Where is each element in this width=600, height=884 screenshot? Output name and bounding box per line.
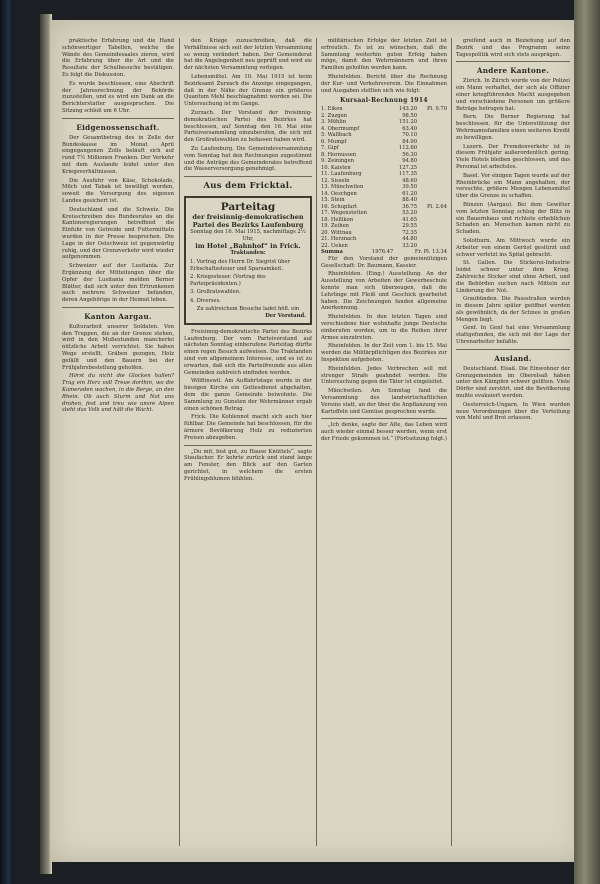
account-amount: 41.65: [402, 216, 418, 223]
article-paragraph: Deutschland. Elsaß. Die Einwohner der Grenzgemeinden im Oberelsaß haben unter den Kämpfen schwer gelitten. Viele Dörfer sind zerstört, und die Bevölkerung mußte evakuiert werden.: [456, 365, 570, 400]
account-amount: 88.40: [402, 197, 418, 204]
account-municipality: 4. Obermumpf: [321, 125, 360, 132]
column-2: [184, 38, 312, 848]
account-municipality: 12. Sisseln: [321, 177, 350, 184]
article-paragraph: Luzern. Der Fremdenverkehr ist in diesem Frühjahr außerordentlich gering. Viele Hotels bleiben geschlossen, und das Personal ist arbeitslos.: [456, 143, 570, 170]
column-1: [62, 38, 174, 848]
ad-title: Parteitag: [220, 201, 276, 214]
column-3: [321, 38, 447, 848]
article-paragraph: St. Gallen. Die Stickerei-Industrie leidet schwer unter dem Krieg. Zahlreiche Sticker sind ohne Arbeit, und die Behörden suchen nach Mitteln zur Linderung der Not.: [456, 260, 570, 294]
poem-text: Hörst du nicht die Glocken hallen? Trag ein Herz voll Treue dorthin, wo die Kameraden wachen, in die Berge, an den Rhein. Ob auch Sturm und Not uns drohen, fest und treu wie unsre Alpen steht das Volk und hält die Wacht.: [62, 373, 174, 414]
ad-agenda-heading: Traktanden:: [230, 250, 266, 257]
account-amount: 151.20: [398, 119, 418, 126]
article-paragraph: Wölflinswil. Am Auffahrtstage wurde in der hiesigen Kirche ein Gottesdienst abgehalten, dem die ganze Gemeinde beiwohnte. Die Sammlung zu Gunsten der Wehrmänner ergab einen schönen Betrag.: [184, 378, 312, 412]
column-4: [456, 38, 570, 848]
divider: [62, 118, 174, 119]
section-heading-fricktal: Aus dem Fricktal.: [203, 181, 293, 192]
account-amount: 61.20: [402, 190, 418, 197]
article-paragraph: Rheinfelden. (Eing.) Ausstellung. An der Ausstellung von Arbeiten der Gewerbeschule konnte man sich überzeugen, daß die Lehrlinge mit Fleiß und Geschick gearbeitet haben. Die Zeichnungen fanden allgemeine Anerkennung.: [321, 271, 447, 312]
article-paragraph: Bünzen (Aargau). Bei dem Gewitter vom letzten Sonntag schlug der Blitz in ein Bauernhaus und richtete erheblichen Schaden an. Menschen kamen nicht zu Schaden.: [456, 201, 570, 236]
account-amount: 117.35: [398, 171, 418, 178]
article-paragraph: Rheinfelden. Bericht über die Rechnung der Kur- und Verkehrsverein. Die Einnahmen und Ausgaben stellten sich wie folgt:: [321, 73, 447, 94]
article-paragraph: Basel. Vor einigen Tagen wurde auf der Rheinbrücke ein Mann angehalten, der versuchte, größere Mengen Lebensmittel über die Grenze zu schaffen.: [456, 172, 570, 200]
divider: [62, 307, 174, 308]
account-municipality: 6. Mumpf: [321, 138, 347, 145]
article-paragraph: den Kriege zuzuschreiben, daß die Verhältnisse sich seit der letzten Versammlung so wenig verändert haben. Der Gemeinderat hat die Angelegenheit neu geprüft und wird sie der nächsten Versammlung vorlegen.: [184, 38, 312, 72]
divider: [184, 176, 312, 177]
article-paragraph: Oesterreich-Ungarn. In Wien wurden neue Verordnungen über die Verteilung von Mehl und Brot erlassen.: [456, 401, 570, 422]
ad-signature: Der Vorstand.: [265, 313, 306, 320]
ad-agenda-item: 1. Vortrag des Herrn Dr. Siegrist über Erbschaftssteuer und Sparsamkeit.: [190, 258, 291, 272]
account-municipality: 22. Ueken: [321, 242, 348, 249]
sum-extra: Fr. Pl. 13.34: [414, 249, 447, 256]
account-amount: 70.10: [402, 132, 418, 139]
article-paragraph: Bern. Die Berner Regierung hat beschlossen, für die Unterstützung der Wehrmannsfamilien einen weiteren Kredit zu bewilligen.: [456, 114, 570, 141]
account-municipality: 5. Wallbach: [321, 132, 352, 139]
account-municipality: 13. Münchwilen: [321, 184, 364, 191]
account-municipality: 7. Gipf: [321, 145, 339, 152]
account-municipality: 16. Schupfart: [321, 203, 357, 210]
book-cover-edge: [574, 0, 600, 884]
account-municipality: 14. Oeschgen: [321, 190, 357, 197]
article-paragraph: Der Gesamtbetrag des in Zelle der Bundeskasse im Monat April eingegangenen Zolls beläuft sich auf rund 7½ Millionen Franken. Der Verkehr mit dem Auslande leidet unter den Kriegsverhältnissen.: [62, 134, 174, 175]
account-amount: 63.40: [402, 125, 418, 132]
article-paragraph: Zürich. In Zürich wurde von der Polizei ein Mann verhaftet, der sich als Offizier einer kriegführenden Macht ausgegeben und verschiedene Personen um größere Beträge betrogen hat.: [456, 78, 570, 112]
divider: [321, 418, 447, 419]
account-title: Kursaal-Rechnung 1914: [340, 97, 428, 105]
section-heading-kanton-aargau: Kanton Aargau.: [84, 311, 152, 321]
feuilleton-paragraph: „Du mit, bist gut, zu Hause Knüttels“, sagte Staufacher. Er kehrte zurück und stand lange am Fenster, den Blick auf den Garten gerichtet, in welchem die ersten Frühlingsblumen blühten.: [184, 448, 312, 482]
divider: [184, 445, 312, 446]
account-amount: 36.75: [402, 203, 418, 210]
article-paragraph: Die Ausfuhr von Käse, Schokolade, Milch und Tabak ist bewilligt worden, soweit die Versorgung des eigenen Landes gesichert ist.: [62, 177, 174, 204]
feuilleton-paragraph: „Ich denke, sagte der Alte, das Leben wird auch wieder einmal besser werden, wenn erst der Friede gekommen ist.“ (Fortsetzung folgt.): [321, 422, 447, 442]
article-paragraph: Zurzach. Der Vorstand der freisinnig-demokratischen Partei des Bezirkes hat beschlossen, auf Sonntag den 16. Mai eine Parteiversammlung einzuberufen, die sich mit den Großratswahlen zu befassen haben wird.: [184, 109, 312, 144]
ad-agenda-item: 4. Diverses.: [190, 297, 221, 304]
account-amount: 84.90: [402, 138, 418, 145]
account-municipality: 8. Hornussen: [321, 151, 357, 158]
account-amount: 48.60: [402, 177, 418, 184]
ad-place: im Hotel „Bahnhof“ in Frick.: [195, 242, 301, 251]
ad-subtitle: der freisinnig-demokratischen Partei des Bezirks Laufenburg: [192, 213, 304, 230]
column-rule: [179, 38, 180, 846]
account-amount: 29.55: [402, 223, 418, 230]
article-paragraph: Genf. In Genf hat eine Versammlung stattgefunden, die sich mit der Lage der Uhrenarbeiter befaßte.: [456, 325, 570, 346]
account-extra: Pl. 2.64: [427, 203, 447, 210]
account-extra: Pl. 9.70: [427, 106, 447, 113]
section-heading-eidgenossenschaft: Eidgenossenschaft.: [76, 122, 160, 132]
sum-value: 1976.47: [371, 249, 394, 256]
account-municipality: 2. Zuzgen: [321, 112, 348, 119]
column-rule: [451, 38, 452, 846]
article-paragraph: Rheinfelden. In der Zeit vom 1. bis 15. Mai werden die Militärpflichtigen des Bezirkes zur Inspektion aufgeboten.: [321, 343, 447, 364]
article-paragraph: Graubünden. Die Passstraßen werden in diesem Jahre später geöffnet werden als gewöhnlich, da der Schnee in großen Mengen liegt.: [456, 296, 570, 323]
article-paragraph: Münchwilen. Am Sonntag fand die Versammlung des landwirtschaftlichen Vereins statt, an der über die Anpflanzung von Kartoffeln und Gemüse gesprochen wurde.: [321, 388, 447, 415]
account-municipality: 20. Wittnau: [321, 229, 352, 236]
account-amount: 98.50: [402, 112, 418, 119]
account-municipality: 1. Eiken: [321, 106, 343, 113]
account-sum: [321, 249, 447, 256]
parteitag-announcement: [184, 196, 312, 325]
account-municipality: 9. Zeiningen: [321, 158, 355, 165]
article-paragraph: Schweizer auf der Lusitania. Zur Ergänzung der Mitteilungen über die Opfer der Lusitania melden Berner Blätter, daß sich unter den Ertrunkenen auch mehrere Schweizer befanden, deren Angehörige in der Heimat leben.: [62, 263, 174, 304]
account-amount: 72.35: [402, 229, 418, 236]
article-paragraph: Rheinfelden. In den letzten Tagen sind verschiedene hier wohnhafte junge Deutsche einberufen worden, um in die Reihen ihrer Armee einzutreten.: [321, 314, 447, 341]
account-municipality: 10. Kaisten: [321, 164, 351, 171]
account-municipality: 3. Möhlin: [321, 119, 347, 126]
account-municipality: 21. Herznach: [321, 236, 357, 243]
article-paragraph: militärischen Erfolge der letzten Zeit ist erfreulich. Es ist zu wünschen, daß die Sammlung weiterhin guten Erfolg haben möge, damit den Wehrmännern und ihren Familien geholfen werden kann.: [321, 38, 447, 72]
account-table: [321, 106, 447, 249]
account-amount: 56.30: [402, 151, 418, 158]
ad-date: Sonntag den 16. Mai 1915, nachmittags 2½ Uhr,: [190, 229, 306, 242]
article-paragraph: Rheinfelden. Jedes Verbrechen soll mit strenger Strafe geahndet werden. Die Untersuchung gegen die Täter ist eingeleitet.: [321, 365, 447, 386]
article-paragraph: Lebensmittel. Am 10. Mai 1915 ist beim Bezirksamt Zurzach die Anzeige eingegangen, daß in der Nähe der Grenze ein größeres Quantum Mehl beschlagnahmt worden sei. Die Untersuchung ist im Gange.: [184, 73, 312, 108]
account-amount: 33.20: [402, 242, 418, 249]
account-municipality: 15. Stein: [321, 197, 345, 204]
account-amount: 94.80: [402, 158, 418, 165]
account-municipality: 11. Laufenburg: [321, 171, 362, 178]
article-paragraph: praktische Erfahrung und die Hand schönwertiger Tabellen, welche die Wände des Gemeindesaales zieren, wird die Erfahrung über die Art und die Resultate der Schulbesuche bestätigen. Es folgt die Diskussion.: [62, 38, 174, 78]
account-amount: 143.20: [398, 106, 418, 113]
section-heading-andere-kantone: Andere Kantone.: [476, 66, 550, 76]
account-amount: 39.50: [402, 184, 418, 191]
divider: [456, 61, 570, 62]
article-paragraph: Solothurn. Am Mittwoch wurde ein Arbeiter von einem Gerüst gestürzt und schwer verletzt ins Spital gebracht.: [456, 237, 570, 258]
account-amount: 44.80: [402, 236, 418, 243]
ad-invitation: Zu zahlreichem Besuche ladet höfl. ein: [196, 306, 300, 313]
divider: [456, 349, 570, 350]
article-paragraph: Es wurde beschlossen, eine Abschrift der Jahresrechnung der Behörde zuzustellen, und es wird ein Dank an die Berichterstatter ausgesprochen. Die Sitzung schloß um 6 Uhr.: [62, 80, 174, 114]
account-municipality: 19. Zeihen: [321, 223, 349, 230]
article-paragraph: Kulturarbeit unserer Soldaten. Von den Truppen, die an der Grenze stehen, wird in den Mußestunden mancherlei nützliche Arbeit verrichtet. Sie haben Wege erstellt, Gräben gezogen, Holz gefällt und den Bauern bei der Frühjahrsbestellung geholfen.: [62, 323, 174, 371]
article-paragraph: Freisinnig-demokratische Partei des Bezirks Laufenburg. Der vom Parteivorstand auf nächsten Sonntag einberufene Parteitag dürfte einen regen Besuch aufweisen. Die Traktanden sind von allgemeinem Interesse, und es ist zu erwarten, daß sich die Parteifreunde aus allen Gemeinden zahlreich einfinden werden.: [184, 328, 312, 376]
account-amount: 127.25: [398, 164, 418, 171]
book-binding: [0, 0, 14, 884]
article-paragraph: Für den Vorstand der gemeinnützigen Gesellschaft: Dr. Baumann, Kassier.: [321, 255, 447, 269]
article-paragraph: Frick. Die Kohlennot macht sich auch hier fühlbar. Die Gemeinde hat beschlossen, für die ärmere Bevölkerung Holz zu reduzierten Preisen abzugeben.: [184, 414, 312, 441]
sum-label: Summa: [321, 249, 343, 256]
article-paragraph: Zu Laufenburg. Die Gemeindeversammlung vom Sonntag hat den Rechnungen zugestimmt und die Anträge des Gemeinderates betreffend die Wasserversorgung genehmigt.: [184, 145, 312, 173]
account-municipality: 18. Hellikon: [321, 216, 354, 223]
newspaper-page: [50, 20, 582, 862]
account-amount: 53.20: [402, 210, 418, 217]
account-amount: 112.60: [398, 145, 418, 152]
ad-agenda-item: 2. Kriegssteuer. (Vortrag des Parteipräsidenten.): [190, 274, 266, 287]
column-rule: [316, 38, 317, 846]
account-municipality: 17. Wegenstetten: [321, 210, 368, 217]
article-paragraph: Deutschland und die Schweiz. Die Kreisschreiben des Bundesrates an die Kantonsregierungen betreffend die Einfuhr von Getreide und Futtermitteln wurden in der Presse besprochen. Die Lage in der Ostschweiz ist gegenwärtig ruhig, und der Grenzverkehr wird wieder aufgenommen.: [62, 206, 174, 261]
article-paragraph: greifend auch in Beziehung auf den Bezirk und das Programm seine Tagespolitik wird sich stets ausprägen.: [456, 38, 570, 58]
section-heading-ausland: Ausland.: [494, 353, 532, 363]
ad-agenda-item: 3. Großratswahlen.: [190, 289, 241, 296]
